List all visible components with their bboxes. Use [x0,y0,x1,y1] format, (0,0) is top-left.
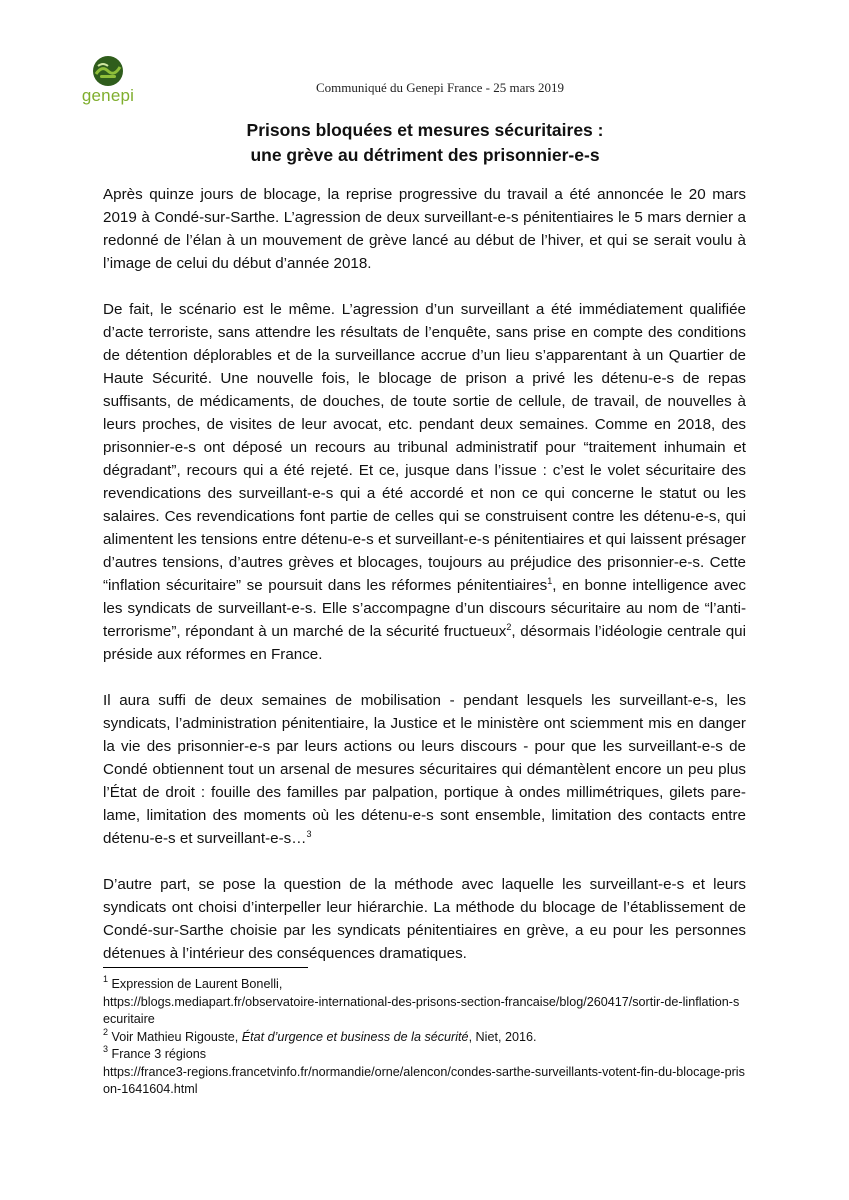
paragraph-4: D’autre part, se pose la question de la méthode avec laquelle les surveillant-e-s et leurs syndicats ont choisi d’interpeller leur hiérarchie. La méthode du blocage de l’établissement de Condé-sur-Sarthe choisie par les syndicats pénitentiaires en grève, a eu pour les personnes détenues à l’intérieur des conséquences dramatiques. [103,876,746,962]
paragraph-2-part-b: , en bonne intelligence avec les syndicats de surveillant-e-s. Elle s’accompagne d’un discours sécuritaire au nom de “l’anti-terrorisme”, répondant à un marché de la sécurité fructueux [103,577,746,640]
paragraph-2-part-c: , désormais l’idéologie centrale qui préside aux réformes en France. [103,623,746,663]
page-title [110,118,740,168]
footnote-3 [103,1046,746,1064]
footnote-ref-1[interactable]: 1 [547,576,553,586]
communique-header: Communiqué du Genepi France - 25 mars 2019 [315,80,565,95]
paragraph-3-text: Il aura suffi de deux semaines de mobilisation - pendant lesquels les surveillant-e-s, les syndicats, l’administration pénitentiaire, la Justice et le ministère ont sciemment mis en danger la vie des prisonnier-e-s par leurs actions ou leurs discours - pour que les surveillant-e-s de Condé obtiennent tout un arsenal de mesures sécuritaires qui démantèlent encore un peu plus l’État de droit : fouille des familles par palpation, portique à ondes millimétriques, gilets pare-lame, limitation des moments où les détenu-e-s sont ensemble, limitation des contacts entre détenu-e-s et surveillant-e-s… [103,692,746,847]
footnote-ref-3[interactable]: 3 [306,829,312,839]
title-line-1: Prisons bloquées et mesures sécuritaires : [246,120,604,140]
footnote-2-pre: Voir Mathieu Rigouste, [108,1029,242,1044]
footnote-2 [103,1026,746,1047]
logo-wordmark: genepi [81,86,135,105]
paragraph-3 [103,689,746,850]
footnote-1 [103,976,746,994]
title-line-2: une grève au détriment des prisonnier-e-s [250,145,600,165]
paragraph-2-part-a: De fait, le scénario est le même. L’agression d’un surveillant a été immédiatement qualifiée d’acte terroriste, sans attendre les résultats de l’enquête, sans prise en compte des conditions de détention déplorables et de la surveillance accrue d’un lieu s’apparentant à un Quartier de Haute Sécurité. Une nouvelle fois, le blocage de prison a privé les détenu-e-s de repas suffisants, de médicaments, de douches, de toute sortie de cellule, de travail, de nouvelles à leurs proches, de visites de leur avocat, etc. pendant deux semaines. Comme en 2018, des prisonnier-e-s ont déposé un recours au tribunal administratif pour “traitement inhumain et dégradant”, recours qui a été rejeté. Et ce, jusque dans l’issue : c’est le volet sécuritaire des revendications des surveillant-e-s qui a été accordé et non ce qui concerne le statut ou les salaires. Ces revendications font partie de celles qui se construisent contre les détenu-e-s, qui alimentent les tensions entre détenu-e-s et surveillant-e-s pénitentiaires et qui laissent présager d’autres tensions, d’autres grèves et blocages, toujours au préjudice des prisonnier-e-s. Cette “inflation sécuritaire” se poursuit dans les réformes pénitentiaires [103,301,746,594]
footnote-2-number: 2 [103,1026,109,1037]
footnote-1-link[interactable]: https://blogs.mediapart.fr/observatoire-international-des-prisons-section-francaise/blog/260417/sortir-de-linflation-securitaire [103,994,740,1026]
paragraph-1: Après quinze jours de blocage, la reprise progressive du travail a été annoncée le 20 mars 2019 à Condé-sur-Sarthe. L’agression de deux surveillant-e-s pénitentiaires le 5 mars dernier a redonné de l’élan à un mouvement de grève lancé au début de l’hiver, et qui se serait voulu à l’image de celui du début d’année 2018. [103,186,746,272]
footnotes [103,976,746,1099]
footnote-2-post: , Niet, 2016. [468,1029,537,1044]
paragraph-2 [103,298,746,666]
footnote-1-number: 1 [103,974,109,984]
footnote-3-link[interactable]: https://france3-regions.francetvinfo.fr/normandie/orne/alencon/condes-sarthe-surveillants-votent-fin-du-blocage-prison-1641604.html [103,1064,745,1096]
footnote-1-text: Expression de Laurent Bonelli, [108,977,283,991]
footnote-2-book-title: État d’urgence et business de la sécurité [241,1029,469,1044]
article-body [103,183,746,988]
footnote-separator [103,967,308,968]
footnote-ref-2[interactable]: 2 [506,622,512,632]
footnote-3-number: 3 [103,1044,109,1054]
footnote-3-text: France 3 régions [108,1047,207,1061]
